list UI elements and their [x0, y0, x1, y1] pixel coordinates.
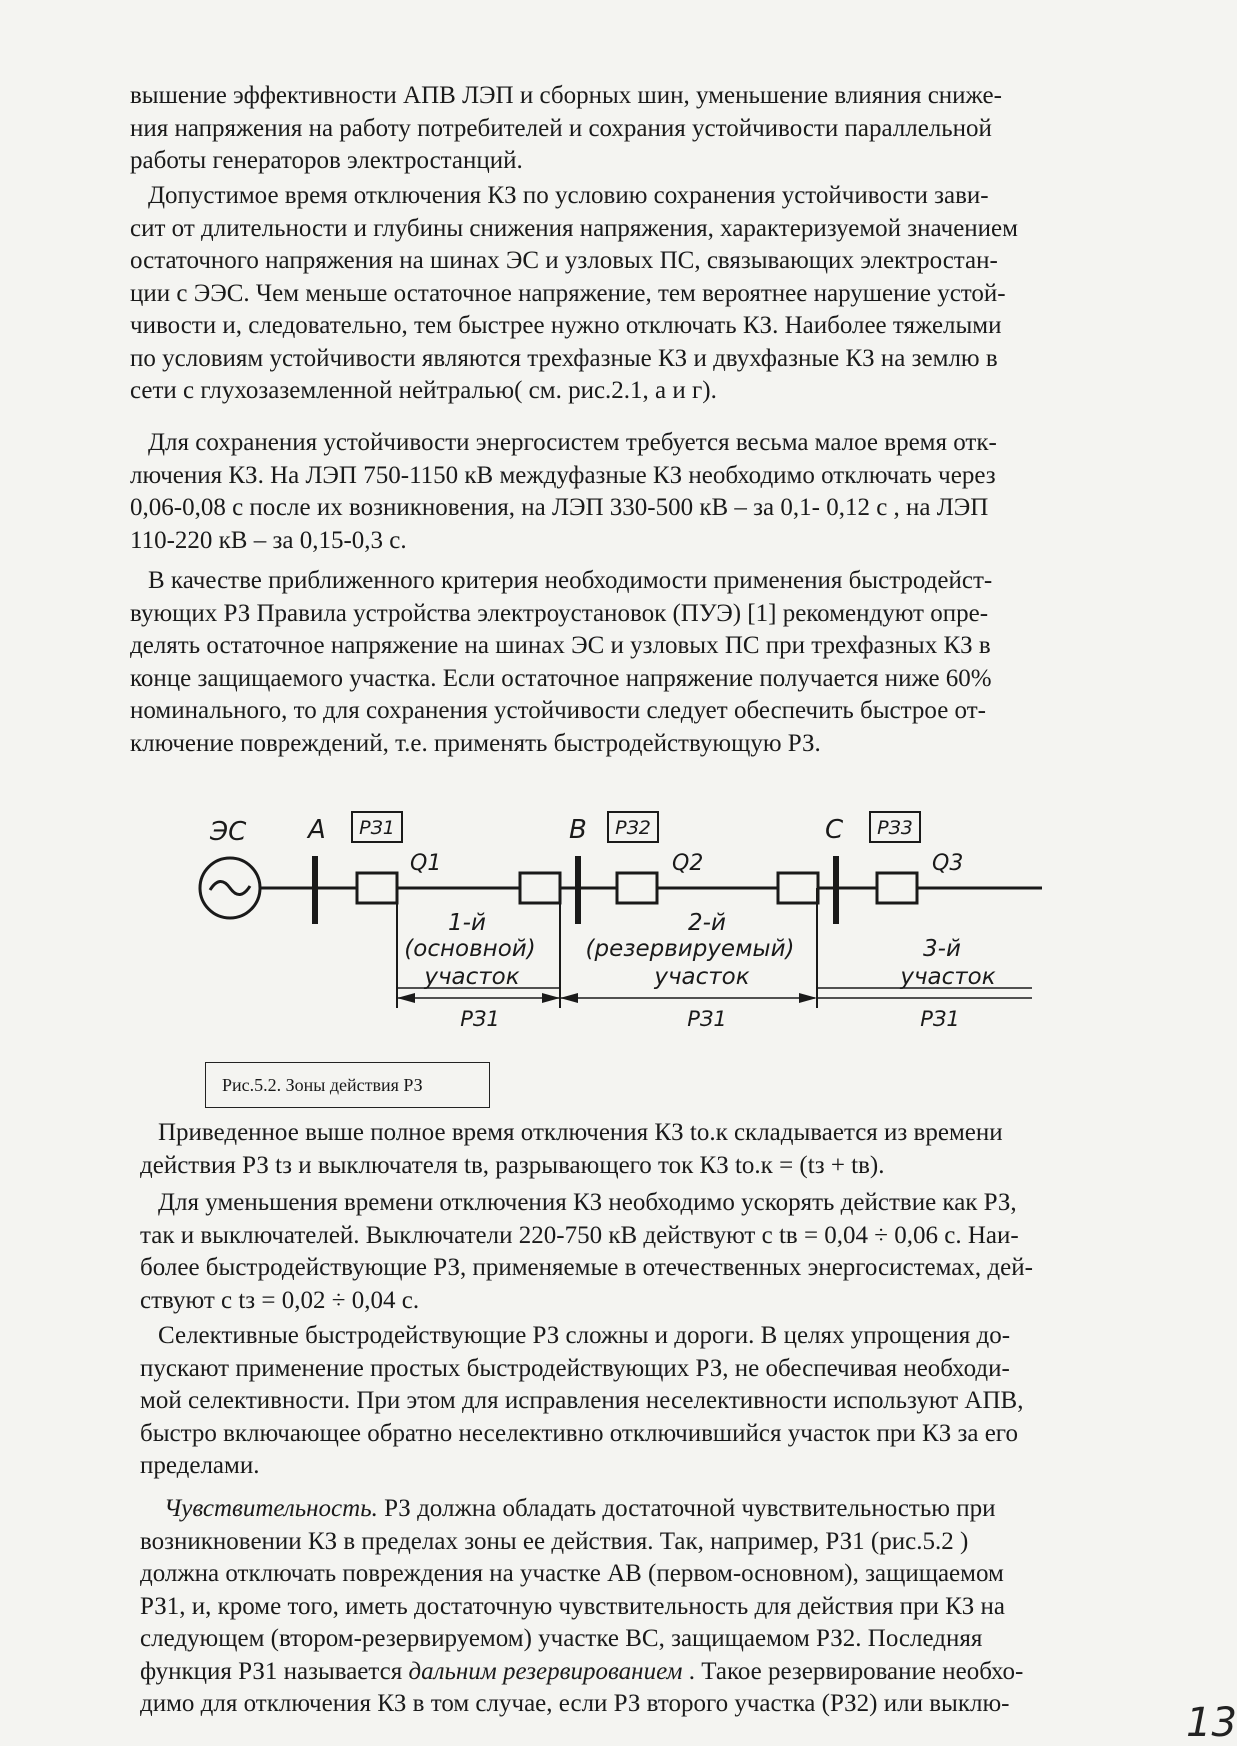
paragraph-2: Допустимое время отключения КЗ по условию сохранения устойчивости зави- сит от длительности и глубины снижения напряжения, характеризуемой значением остаточного напряжения на шинах ЭС и узловых ПС, связывающих электростан- ции с ЭЭС. Чем меньше остаточное напряжение, тем вероятнее нарушение устой- чивости и, следовательно, тем быстрее нужно отключать КЗ. Наиболее тяжелыми по условиям устойчивости являются трехфазные КЗ и двухфазные КЗ на землю в сети с глухозаземленной нейтралью( см. рис.2.1, а и г).	[130, 182, 1018, 404]
breaker-q2	[617, 873, 657, 903]
source-label: ЭС	[210, 817, 247, 847]
section-3-num: 3-й	[923, 936, 961, 962]
q2-label: Q2	[672, 851, 704, 876]
q1-label: Q1	[410, 851, 442, 876]
bus-a-label: А	[308, 815, 326, 845]
section-2-num: 2-й	[688, 910, 726, 936]
term-sensitivity: Чувствительность.	[164, 1495, 378, 1522]
section-3-word: участок	[900, 964, 996, 990]
protection-zones-diagram	[180, 808, 1060, 1038]
q3-label: Q3	[932, 851, 964, 876]
section-2-word: участок	[654, 964, 750, 990]
relay-label-3: РЗ3	[877, 817, 913, 839]
paragraph-7: Селективные быстродействующие РЗ сложны и дороги. В целях упрощения до- пускают применение простых быстродействующих РЗ, не обеспечивая необходи- мой селективности. При этом для исправления неселективности используют АПВ, быстро включающее обратно неселективно отключившийся участок при КЗ за его пределами.	[140, 1322, 1024, 1479]
section-1-word: участок	[424, 964, 520, 990]
paragraph-6: Для уменьшения времени отключения КЗ необходимо ускорять действие как РЗ, так и выключателей. Выключатели 220-750 кВ действуют с tв = 0,04 ÷ 0,06 с. Наи- более быстродействующие РЗ, применяемые в отечественных энергосистемах, дей- ствуют с tз = 0,02 ÷ 0,04 с.	[140, 1189, 1033, 1314]
reach-label-1: РЗ1	[460, 1007, 500, 1031]
breaker-q1	[357, 873, 397, 903]
paragraph-8: Чувствительность. РЗ должна обладать достаточной чувствительностью при возникновении КЗ в пределах зоны ее действия. Так, например, РЗ1 (рис.5.2 ) должна отключать повреждения на участке АВ (первом-основном), защищаемом РЗ1, и, кроме того, иметь достаточную чувствительность для действия при КЗ на следующем (втором-резервируемом) участке ВС, защищаемом РЗ2. Последняя функция РЗ1 называется дальним резервированием . Такое резервирование необхо- димо для отключения КЗ в том случае, если РЗ второго участка (РЗ2) или выклю-	[140, 1495, 1024, 1717]
reach-label-3: РЗ1	[920, 1007, 960, 1031]
paragraph-3: Для сохранения устойчивости энергосистем требуется весьма малое время отк- лючения КЗ. На ЛЭП 750-1150 кВ междуфазные КЗ необходимо отключать через 0,06-0,08 с после их возникновения, на ЛЭП 330-500 кВ – за 0,1- 0,12 с , на ЛЭП 110-220 кВ – за 0,15-0,3 с.	[130, 429, 997, 554]
paragraph-1: вышение эффективности АПВ ЛЭП и сборных шин, уменьшение влияния сниже- ния напряжения на работу потребителей и сохрания устойчивости параллельной работы генераторов электростанций.	[130, 82, 1002, 174]
ac-symbol-icon	[210, 881, 250, 894]
breaker-q3	[877, 873, 917, 903]
breaker-bc-end	[778, 873, 818, 903]
reach-arrow-left-icon	[397, 993, 415, 1003]
bus-b-label: В	[569, 815, 587, 845]
relay-label-1: РЗ1	[359, 817, 395, 839]
term-remote-backup: дальним резервированием	[408, 1657, 683, 1685]
reach-label-2: РЗ1	[687, 1007, 727, 1031]
section-1-num: 1-й	[448, 910, 486, 936]
reach-arrow-mid3-icon	[799, 993, 817, 1003]
breaker-ab-end	[520, 873, 560, 903]
reach-arrow-mid1-icon	[542, 993, 560, 1003]
page-number: 13	[1186, 1700, 1237, 1746]
section-2-name: (резервируемый)	[585, 936, 795, 962]
reach-arrow-mid2-icon	[560, 993, 578, 1003]
relay-label-2: РЗ2	[615, 817, 651, 839]
section-1-name: (основной)	[404, 936, 536, 962]
paragraph-5: Приведенное выше полное время отключения КЗ tо.к складывается из времени действия РЗ tз и выключателя tв, разрывающего ток КЗ tо.к = (tз + tв).	[140, 1119, 1003, 1179]
figure-caption: Рис.5.2. Зоны действия РЗ	[205, 1062, 490, 1108]
paragraph-4: В качестве приближенного критерия необходимости применения быстродейст- вующих РЗ Правила устройства электроустановок (ПУЭ) [1] рекомендуют опре- делять остаточное напряжение на шинах ЭС и узловых ПС при трехфазных КЗ в конце защищаемого участка. Если остаточное напряжение получается ниже 60% номинального, то для сохранения устойчивости следует обеспечить быстрое от- ключение повреждений, т.е. применять быстродействующую РЗ.	[130, 567, 993, 757]
bus-c-label: С	[825, 815, 844, 845]
